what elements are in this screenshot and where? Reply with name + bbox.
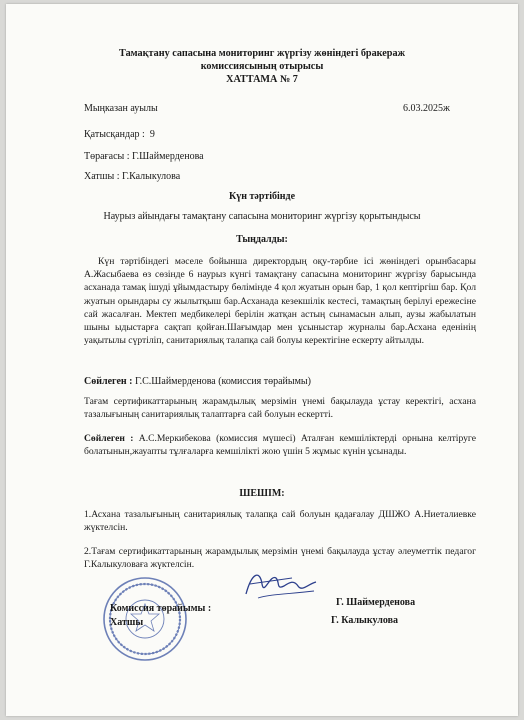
speaker1-label: Сөйлеген : xyxy=(84,376,133,387)
decision-item-1: 1.Асхана тазалығының санитариялық талапқа сай болуын қадағалау ДШЖО А.Ниеталиевке жүктелсін. xyxy=(84,509,476,534)
sign-chair-label: Комиссия төрайымы : xyxy=(110,603,212,614)
agenda-heading: Күн тәртібінде xyxy=(228,191,296,202)
participants-line xyxy=(84,129,155,141)
speaker2-block xyxy=(84,432,476,458)
speaker2-text: А.С.Меркибекова (комиссия мүшесі) Аталған кемшіліктерді орнына келтіруге болатынын,жауапты тұлғаларға кемшілікті жою үшін 5 жұмыс күнін ұсынады. xyxy=(84,433,476,458)
heard-heading: Тыңдалды: xyxy=(236,234,288,245)
title-line-3: ХАТТАМА № 7 xyxy=(226,74,298,85)
sign-secretary-name: Г. Калыкулова xyxy=(331,615,398,626)
secretary-line xyxy=(84,171,180,183)
decision-heading: ШЕШІМ: xyxy=(239,488,285,499)
document-page xyxy=(6,4,518,716)
speaker2-label: Сөйлеген : xyxy=(84,433,134,444)
date: 6.03.2025ж xyxy=(403,103,450,114)
signature-icon xyxy=(240,564,320,604)
chair-label: Төрағасы : xyxy=(84,151,130,162)
heard-text: Күн тәртібіндегі мәселе бойынша директордың оқу-тәрбие ісі жөніндегі орынбасары А.Жасыбаева өз сөзінде 6 наурыз күнгі тамақтану сапасына мониторинг жүргізу барысында асханада тамақ ішуді ұйымдастыру бөлімінде 4 қол жуатын орын бар, 1 қол кептіргіш бар. Қол жуатын орындары су жылытқыш бар.Асханада кезекшілік кестесі, тамақтың берілуі ережесіне сай жасалған. Мектеп медбикелері берілін жатқан астың сынамасын алып, аузы жабылатын шыны ыдыстарға сақтап қойған.Шағымдар мен ұсыныстар журналы бар.Асхана еденінің уақытылы сүртіліп, санитариялық талапқа сай болуы керектігіне ескерту айтылды. xyxy=(84,256,476,347)
decision-item-2: 2.Тағам сертификаттарының жарамдылық мерзімін үнемі бақылауда ұстау әлеуметтік педагог Г.Калыкуловаға жүктелсін. xyxy=(84,546,476,571)
sign-secretary-label: Хатшы xyxy=(110,617,144,628)
place: Мыңказан ауылы xyxy=(84,103,158,114)
secretary-label: Хатшы : xyxy=(84,171,120,182)
agenda-text: Наурыз айындағы тамақтану сапасына мониторинг жүргізу қорытындысы xyxy=(103,211,421,222)
secretary-value: Г.Калыкулова xyxy=(121,171,181,182)
speaker1-text: Тағам сертификаттарының жарамдылық мерзімін үнемі бақылауда ұстау керектігі, асхана тазалығының санитариялық талаптарға сай болуын ескертті. xyxy=(84,396,476,421)
sign-chair-name: Г. Шаймерденова xyxy=(336,597,416,608)
title-line-1: Тамақтану сапасына мониторинг жүргізу жөніндегі бракераж xyxy=(119,48,405,59)
chair-line xyxy=(84,151,204,163)
participants-value: 9 xyxy=(149,129,155,140)
speaker1-name: Г.С.Шаймерденова (комиссия төрайымы) xyxy=(134,376,311,387)
speaker1-line xyxy=(84,376,311,388)
participants-label: Қатысқандар : xyxy=(84,129,145,140)
chair-value: Г.Шаймерденова xyxy=(132,151,204,162)
title-line-2: комиссиясының отырысы xyxy=(200,61,324,72)
